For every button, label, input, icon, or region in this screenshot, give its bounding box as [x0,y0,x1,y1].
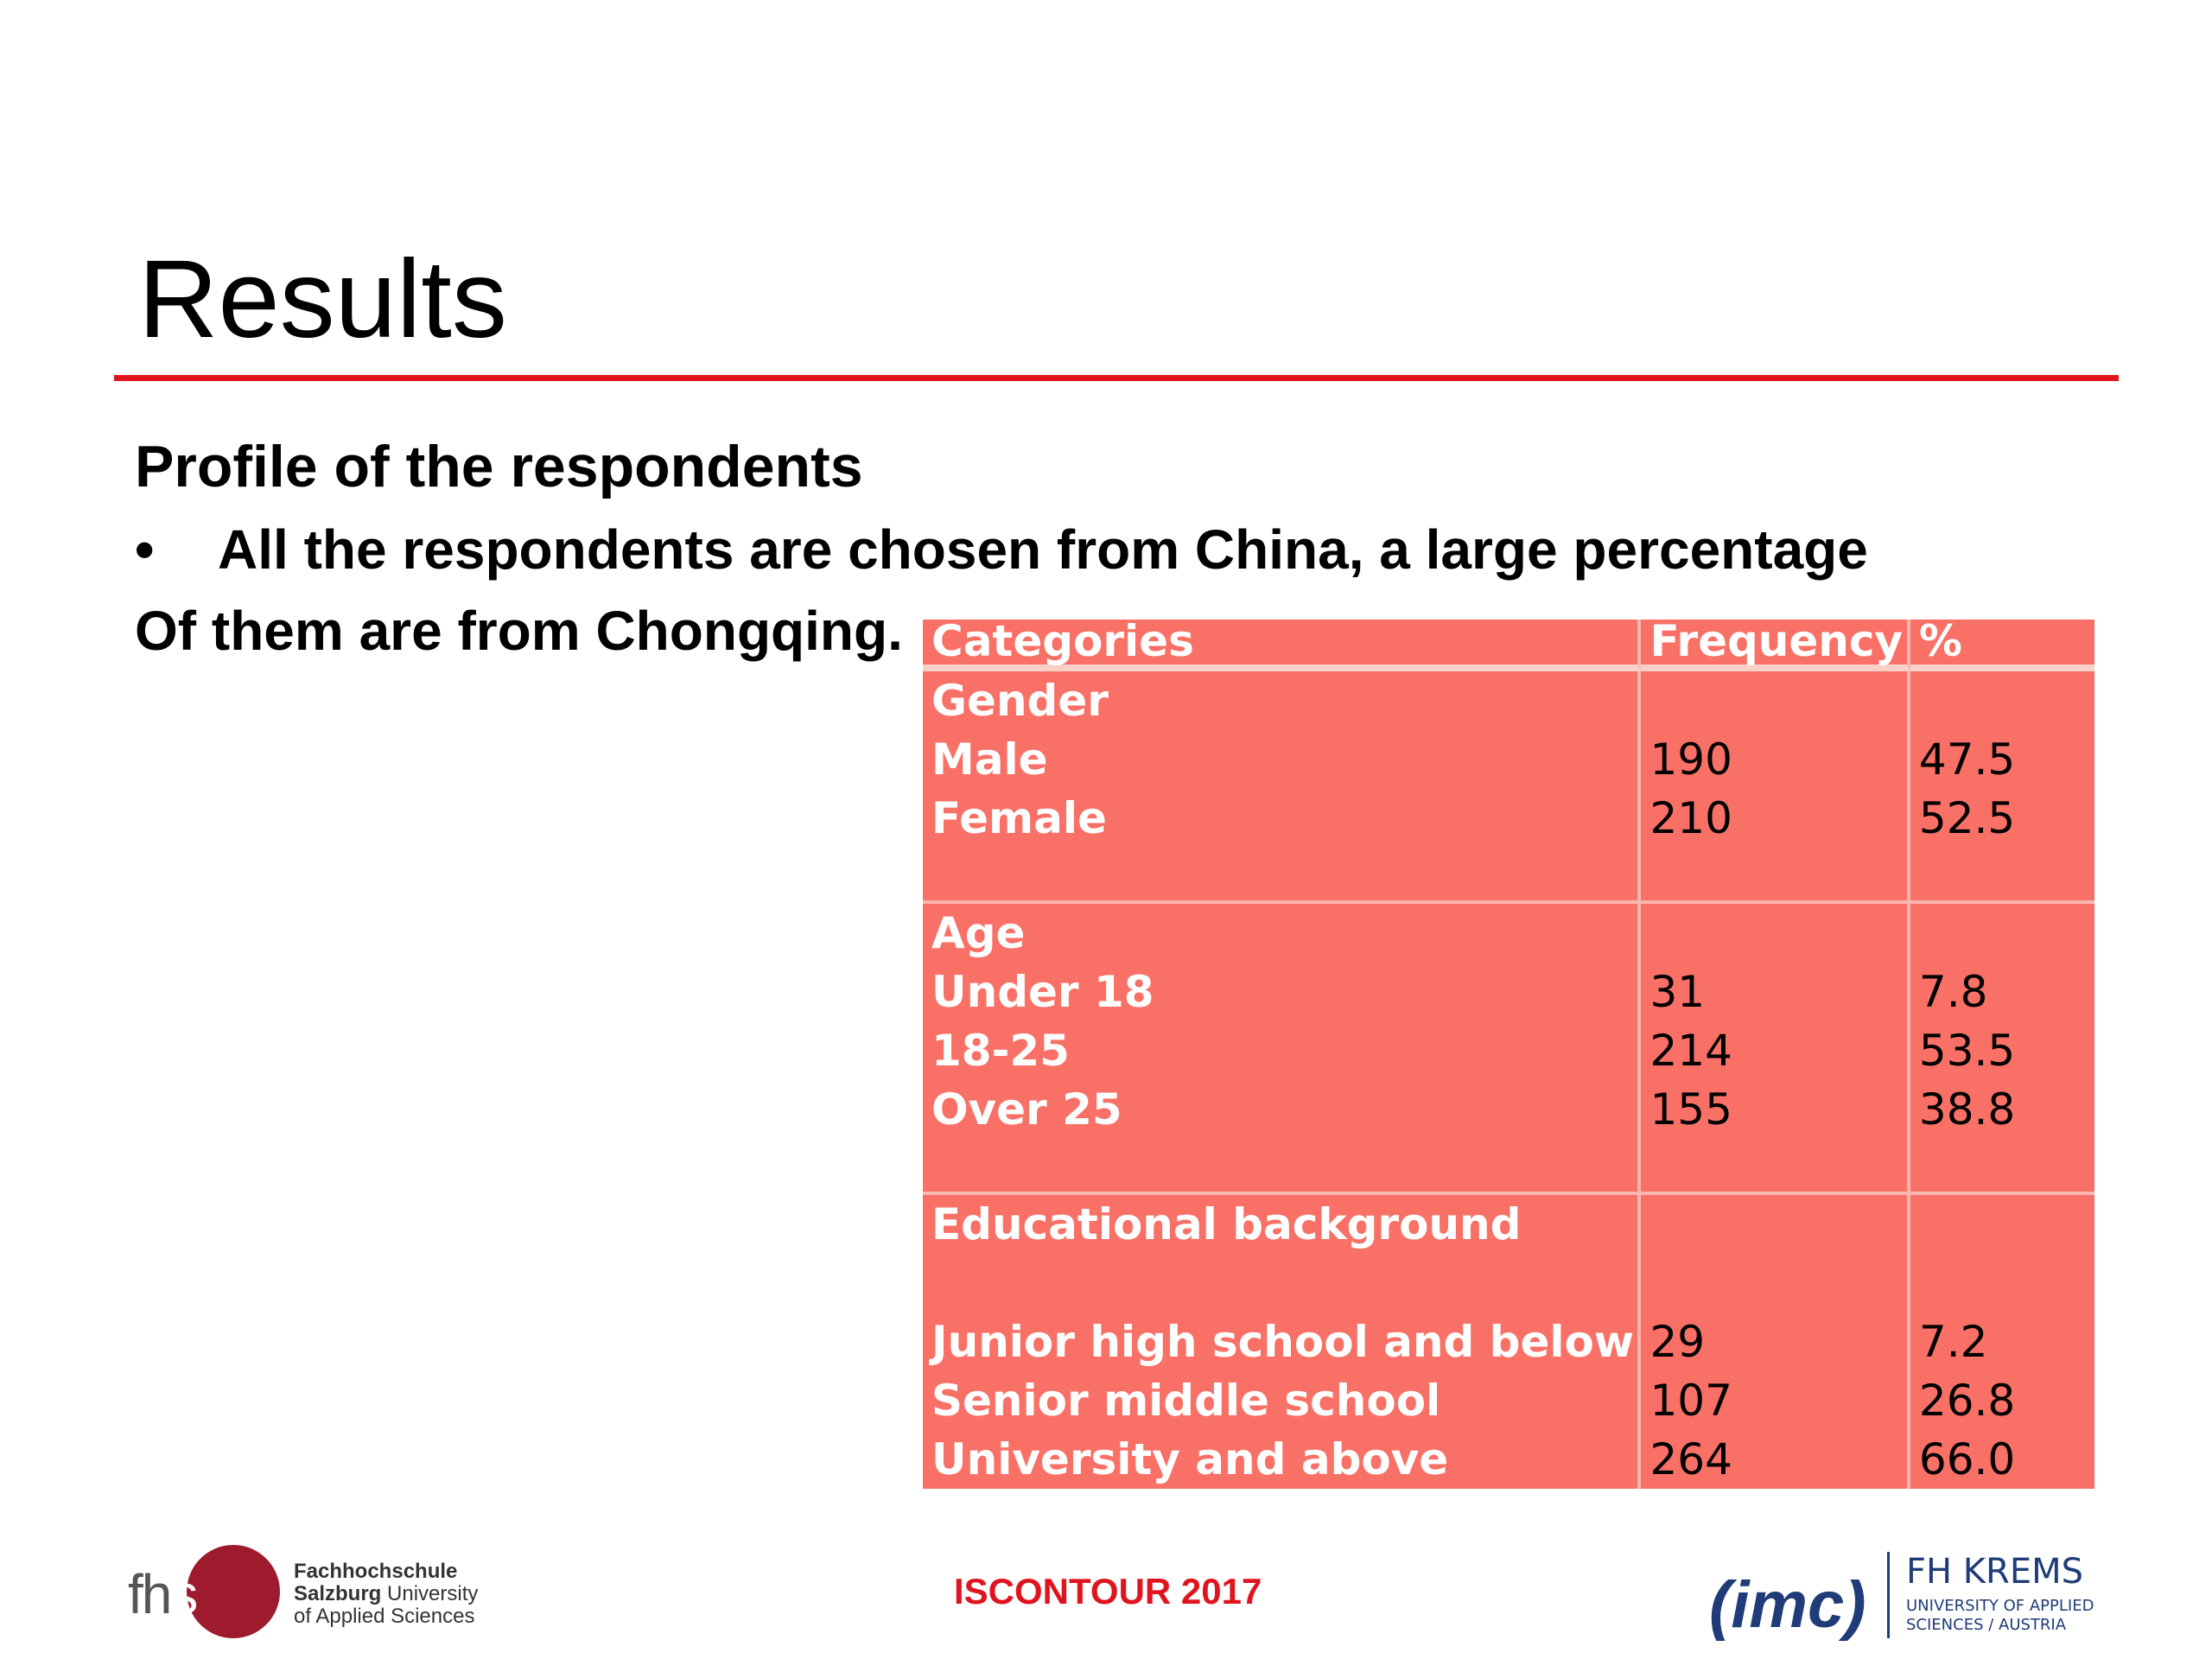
percent-cell [1910,904,2094,1195]
percent-value: 7.8 [1918,967,1988,1017]
category-label: Female [931,793,1107,843]
title-divider [114,375,2119,381]
fh-krems-subtitle: UNIVERSITY OF APPLIED SCIENCES / AUSTRIA [1906,1597,2094,1634]
fh-krems-title: FH KREMS [1906,1552,2083,1592]
percent-cell [1910,671,2094,904]
bullet-text: All the respondents are chosen from China, a large percentage [218,518,1868,581]
category-label: Over 25 [931,1084,1122,1135]
imc-fh-krems-logo [1709,1552,2098,1647]
category-label: Under 18 [931,967,1154,1017]
fhs-salzburg-logo [128,1545,491,1642]
header-frequency: Frequency [1641,620,1910,671]
category-label: 18-25 [931,1026,1070,1076]
percent-value: 7.2 [1918,1317,1988,1367]
group-label: Educational background [931,1199,1522,1249]
bullet-continuation: Of them are from Chongqing. [135,600,903,662]
respondent-profile-table [923,616,2094,1489]
category-cell [923,1195,1641,1489]
percent-cell [1910,1195,2094,1489]
category-label: Senior middle school [931,1376,1441,1426]
percent-value: 53.5 [1918,1026,2016,1076]
percent-value: 38.8 [1918,1084,2016,1135]
fhs-logo-caption: Fachhochschule Salzburg University of Applied Sciences [294,1560,479,1628]
category-label: Male [931,734,1048,785]
category-label: University and above [931,1434,1449,1484]
frequency-value: 155 [1649,1084,1732,1135]
table-row-group-gender [923,671,2094,904]
table-row-group-age [923,904,2094,1195]
fhs-logo-mark: fhs [128,1563,197,1625]
header-percent: % [1910,620,2094,671]
percent-value: 66.0 [1918,1434,2016,1484]
group-label: Gender [931,676,1109,726]
frequency-value: 29 [1649,1317,1706,1367]
percent-value: 47.5 [1918,734,2016,785]
frequency-value: 214 [1649,1026,1732,1076]
frequency-cell [1641,904,1910,1195]
category-cell [923,671,1641,904]
percent-value: 26.8 [1918,1376,2016,1426]
percent-value: 52.5 [1918,793,2016,843]
group-label: Age [931,908,1026,958]
category-label: Junior high school and below [931,1317,1635,1367]
imc-logo-mark: (imc) [1709,1568,1866,1642]
frequency-cell [1641,671,1910,904]
table-header-row [923,620,2094,671]
frequency-value: 210 [1649,793,1732,843]
frequency-value: 31 [1649,967,1706,1017]
conference-label: ISCONTOUR 2017 [954,1571,1262,1611]
frequency-value: 107 [1649,1376,1732,1426]
bullet-marker: • [135,518,155,581]
category-cell [923,904,1641,1195]
logo-divider [1887,1552,1890,1638]
fhs-logo-circle [187,1545,280,1638]
bullet-item [135,517,1868,582]
frequency-cell [1641,1195,1910,1489]
section-subtitle: Profile of the respondents [135,434,863,499]
header-categories: Categories [923,620,1641,671]
table-row-group-education [923,1195,2094,1489]
slide-title: Results [138,238,507,361]
frequency-value: 190 [1649,734,1732,785]
frequency-value: 264 [1649,1434,1732,1484]
